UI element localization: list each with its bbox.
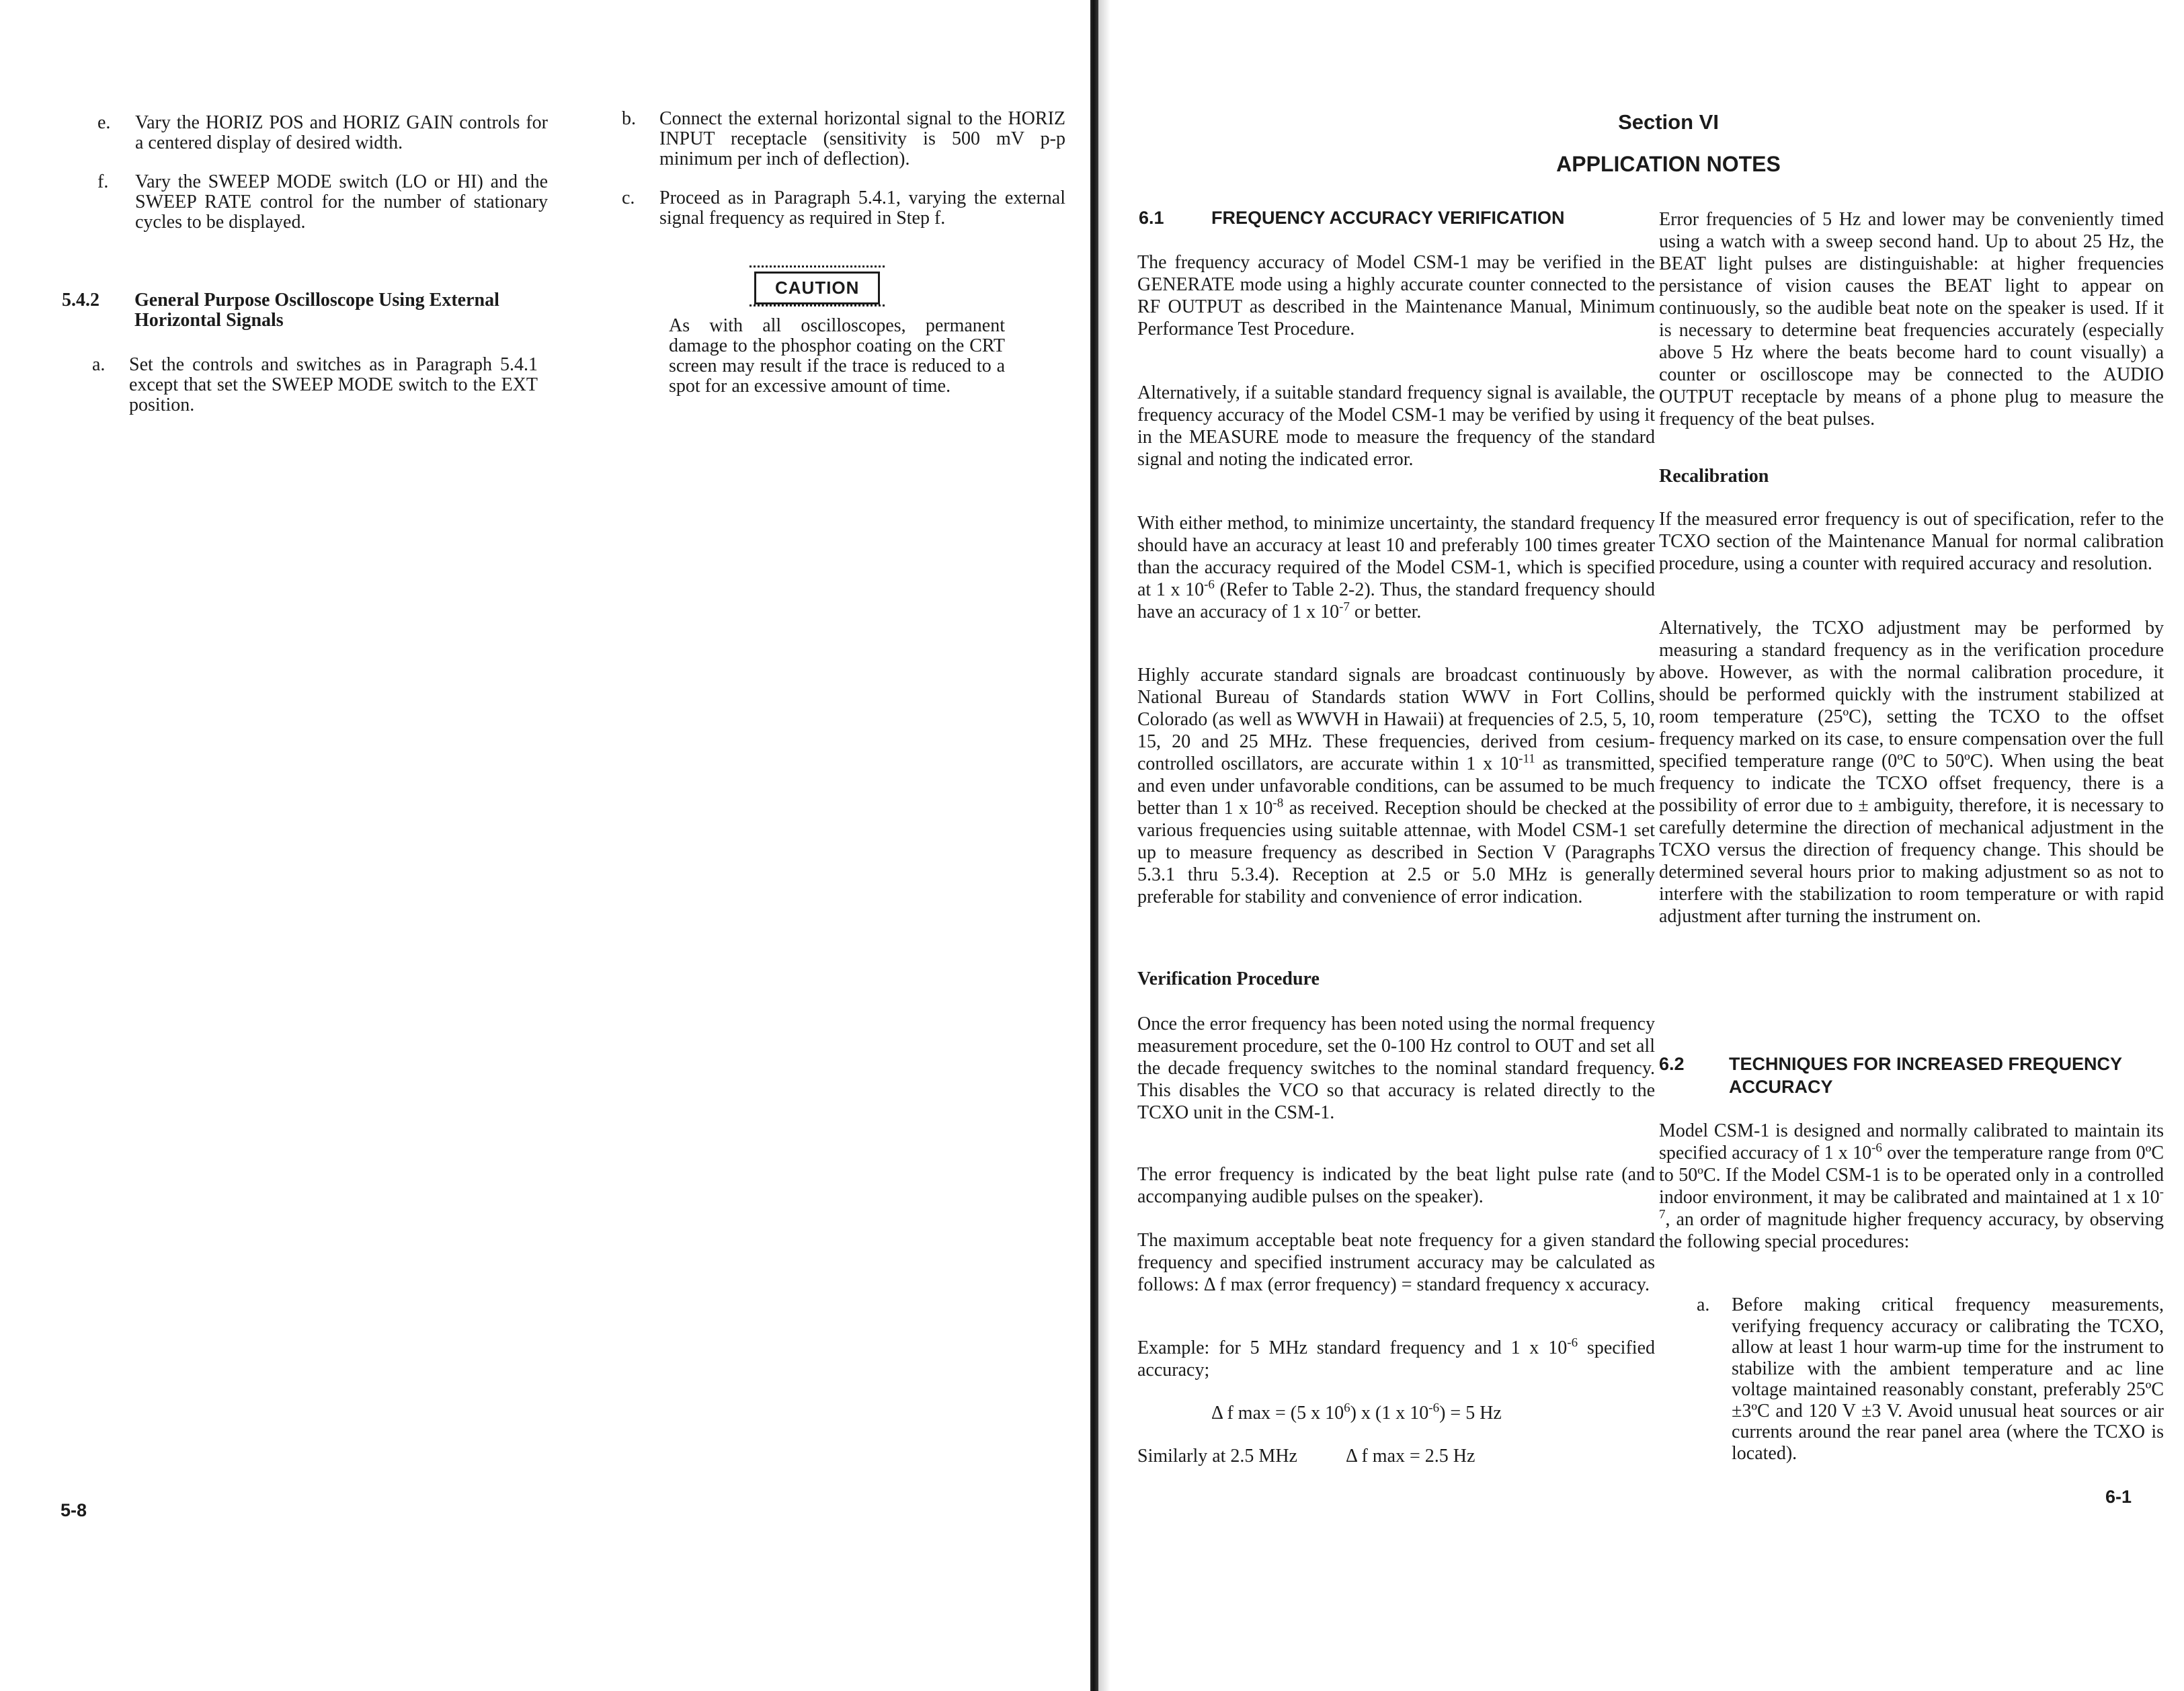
list-item-a	[92, 355, 538, 415]
item-label: f.	[97, 171, 109, 192]
item-label: a.	[1697, 1294, 1710, 1315]
subsection-title: General Purpose Oscilloscope Using External Horizontal Signals	[134, 290, 499, 331]
heading-title-6-2: TECHNIQUES FOR INCREASED FREQUENCY ACCURACY	[1729, 1054, 2122, 1097]
item-text: Set the controls and switches as in Paragraph 5.4.1 except that set the SWEEP MODE switch to the EXT position.	[129, 354, 538, 415]
section-title: APPLICATION NOTES	[1556, 152, 1781, 176]
heading-number-6-2: 6.2	[1659, 1054, 1685, 1074]
item-label: c.	[622, 188, 635, 208]
item-text: Connect the external horizontal signal to the HORIZ INPUT receptacle (sensitivity is 500 mV p-p minimum per inch of deflection).	[659, 108, 1065, 169]
item-label: a.	[92, 354, 106, 375]
list-item-c	[622, 188, 1065, 230]
paragraph: Model CSM-1 is designed and normally calibrated to maintain its specified accuracy of 1 x $10^{-6}$ over the temperature range from 0ºC to 50ºC. If the Model CSM-1 is to be operated only in a controlled indoor environment, it may be calibrated and maintained at 1 x $10^{-7}$, an order of magnitude higher frequency accuracy, by observing the following special procedures:	[1659, 1120, 2164, 1252]
paragraph: The maximum acceptable beat note frequency for a given standard frequency and specified instrument accuracy may be calculated as follows: Δ f max (error frequency) = standard frequency x accuracy.	[1137, 1230, 1655, 1295]
subheading-verification: Verification Procedure	[1137, 968, 1320, 989]
list-item-f	[97, 172, 548, 233]
paragraph: If the measured error frequency is out of specification, refer to the TCXO section of the Maintenance Manual for normal calibration procedure, using a counter with required accuracy and resolution.	[1659, 509, 2164, 574]
caution-box: CAUTION	[754, 272, 880, 304]
list-item-e	[97, 113, 548, 155]
item-label: b.	[622, 108, 636, 129]
heading-title-6-1: FREQUENCY ACCURACY VERIFICATION	[1211, 208, 1565, 228]
paragraph: Example: for 5 MHz standard frequency and 1 x $10^{-6}$ specified accuracy;	[1137, 1335, 1655, 1380]
left-page	[0, 0, 1090, 1691]
subheading-recalibration: Recalibration	[1659, 466, 1769, 487]
item-text: Vary the SWEEP MODE switch (LO or HI) and the SWEEP RATE control for the number of stationary cycles to be displayed.	[135, 171, 548, 233]
similarly-label: Similarly at 2.5 MHz	[1137, 1446, 1297, 1467]
item-text: Vary the HORIZ POS and HORIZ GAIN controls for a centered display of desired width.	[135, 112, 548, 153]
page-number: 6-1	[2105, 1487, 2132, 1507]
right-page	[1097, 0, 2184, 1691]
item-text: Proceed as in Paragraph 5.4.1, varying the external signal frequency as required in Step f.	[659, 188, 1065, 229]
paragraph: The frequency accuracy of Model CSM-1 may be verified in the GENERATE mode using a highly accurate counter connected to the RF OUTPUT as described in the Maintenance Manual, Minimum Performance Test Procedure.	[1137, 252, 1655, 339]
paragraph: Once the error frequency has been noted using the normal frequency measurement procedure, set the 0-100 Hz control to OUT and set all the decade frequency switches to the nominal standard frequency. This disables the VCO so that accuracy is related directly to the TCXO unit in the CSM-1.	[1137, 1014, 1655, 1123]
equation: Δ f max = (5 x $10^6$) x (1 x $10^{-6}) = 5$ Hz	[1211, 1401, 1502, 1424]
page-number: 5-8	[60, 1500, 87, 1520]
caution-text: As with all oscilloscopes, permanent damage to the phosphor coating on the CRT screen may result if the trace is reduced to a spot for an excessive amount of time.	[669, 315, 1005, 397]
heading-number-6-1: 6.1	[1139, 208, 1164, 228]
paragraph: The error frequency is indicated by the beat light pulse rate (and accompanying audible pulses on the speaker).	[1137, 1164, 1655, 1207]
subsection-number: 5.4.2	[62, 290, 99, 311]
paragraph: Highly accurate standard signals are broadcast continuously by National Bureau of Standards station WWV in Fort Collins, Colorado (as well as WWVH in Hawaii) at frequencies of 2.5, 5, 10, 15, 20 and 25 MHz. These frequencies, derived from cesium-controlled oscillators, are accurate within 1 x $10^{-11}$ as transmitted, and even under unfavorable conditions, can be assumed to be much better than 1 x $10^{-8}$ as received. Reception should be checked at the various frequencies using suitable attennae, with Model CSM-1 set up to measure frequency as described in Section V (Paragraphs 5.3.1 thru 5.3.4). Reception at 2.5 or 5.0 MHz is generally preferable for stability and convenience of error indication.	[1137, 665, 1655, 907]
paragraph: Alternatively, if a suitable standard frequency signal is available, the frequency accuracy of the Model CSM-1 may be verified by using it in the MEASURE mode to measure the frequency of the standard signal and noting the indicated error.	[1137, 382, 1655, 470]
list-item-b	[622, 109, 1065, 169]
paragraph: Error frequencies of 5 Hz and lower may be conveniently timed using a watch with a sweep second hand. Up to about 25 Hz, the BEAT light pulses are distinguishable: at higher frequencies persistance of vision causes the BEAT light to appear on continuously, so the audible beat note on the speaker is used. If it is necessary to determine beat frequencies accurately (especially above 5 Hz where the beats become hard to count visually) a counter or oscilloscope may be connected to the AUDIO OUTPUT receptacle by means of a phone plug to measure the frequency of the beat pulses.	[1659, 209, 2164, 429]
item-text: Before making critical frequency measurements, verifying frequency accuracy or calibrating the TCXO, allow at least 1 hour warm-up time for the instrument to stabilize with the ambient temperature and ac line voltage maintained reasonably constant, preferably 25ºC ±3ºC and 120 V ±3 V. Avoid unusual heat sources or air currents around the rear panel area (where the TCXO is located).	[1732, 1294, 2164, 1464]
section-label: Section VI	[1618, 110, 1719, 134]
similarly-value: Δ f max = 2.5 Hz	[1346, 1446, 1475, 1467]
item-label: e.	[97, 112, 111, 133]
paragraph: With either method, to minimize uncertainty, the standard frequency should have an accuracy at least 10 and preferably 100 times greater than the accuracy required of the Model CSM-1, which is specified at 1 x $10^{-6}$ (Refer to Table 2-2). Thus, the standard frequency should have an accuracy of 1 x $10^{-7}$ or better.	[1137, 513, 1655, 622]
paragraph: Alternatively, the TCXO adjustment may be performed by measuring a standard frequency as in the verification procedure above. However, as with the normal calibration procedure, it should be performed quickly with the instrument stabilized at room temperature (25ºC), setting the TCXO to the offset frequency marked on its case, to ensure compensation over the full specified temperature range (0ºC to 50ºC). When using the beat frequency to indicate the TCXO offset frequency, there is a possibility of error due to ± ambiguity, therefore, it is necessary to carefully determine the direction of mechanical adjustment in the TCXO versus the direction of frequency change. This should be determined several hours prior to making adjustment so as not to interfere with the stabilization to room temperature or with rapid adjustment after turning the instrument on.	[1659, 618, 2164, 927]
list-item-a	[1697, 1294, 2164, 1476]
